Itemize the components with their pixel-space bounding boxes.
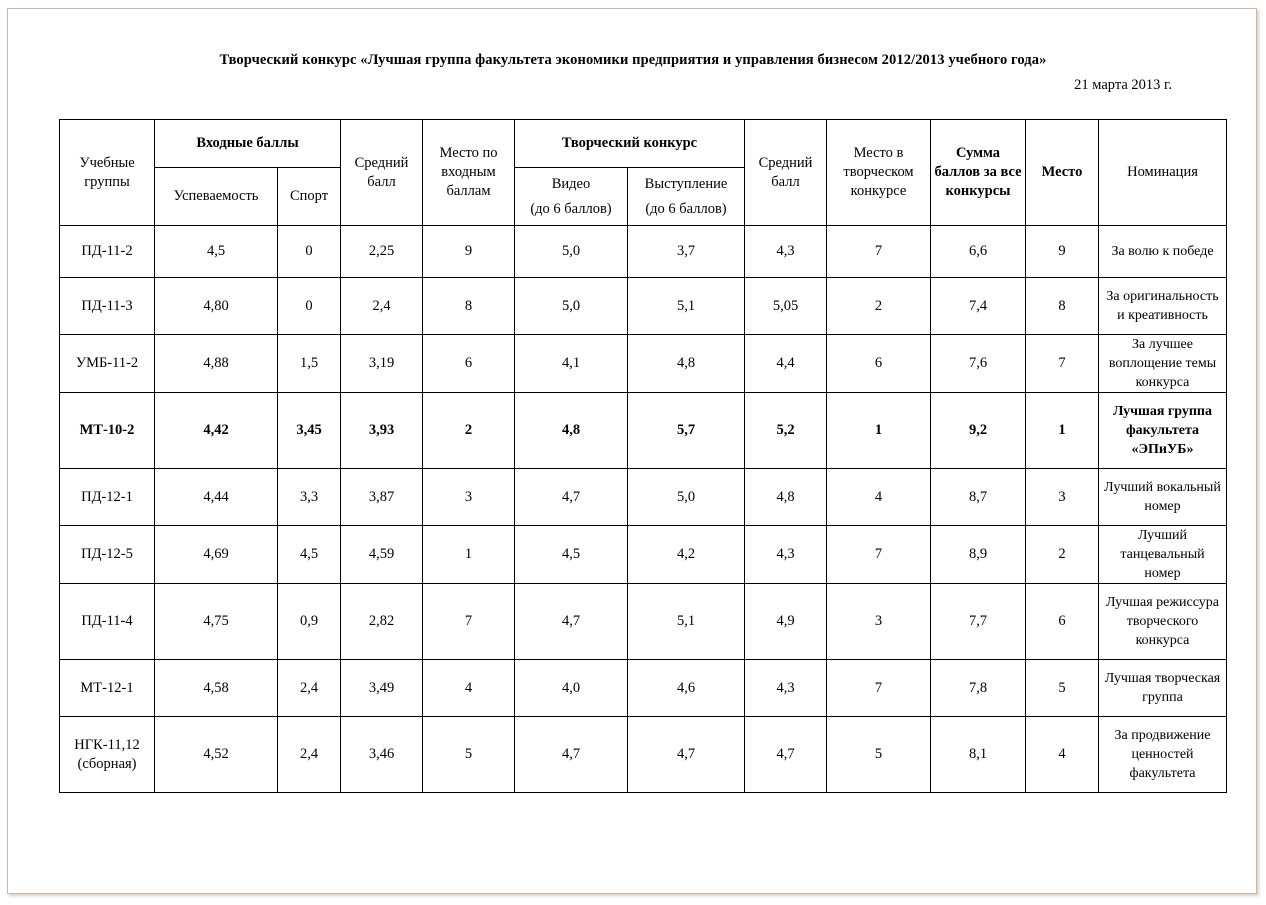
- cell-nomination: Лучший танцевальный номер: [1099, 526, 1227, 584]
- cell-sum: 8,9: [931, 526, 1026, 584]
- cell-average-1: 3,46: [341, 717, 423, 793]
- header-average-2: Средний балл: [745, 120, 827, 226]
- cell-place: 2: [1026, 526, 1099, 584]
- cell-place-input: 3: [423, 469, 515, 526]
- table-row: [60, 526, 1227, 584]
- cell-sport: 2,4: [278, 660, 341, 717]
- cell-place-input: 5: [423, 717, 515, 793]
- cell-show: 4,6: [628, 660, 745, 717]
- cell-average-2: 4,8: [745, 469, 827, 526]
- header-input-scores: Входные баллы: [155, 120, 341, 168]
- cell-average-2: 4,9: [745, 584, 827, 660]
- header-place-creative: Место в творческом конкурсе: [827, 120, 931, 226]
- cell-performance: 4,75: [155, 584, 278, 660]
- cell-performance: 4,52: [155, 717, 278, 793]
- header-sport: Спорт: [278, 168, 341, 226]
- table-row: [60, 226, 1227, 278]
- cell-video: 4,5: [515, 526, 628, 584]
- cell-show: 5,1: [628, 584, 745, 660]
- document-title: Творческий конкурс «Лучшая группа факультета экономики предприятия и управления бизнесом 2012/2013 учебного года»: [219, 52, 1047, 68]
- cell-place-creative: 5: [827, 717, 931, 793]
- cell-place-input: 2: [423, 393, 515, 469]
- header-show-label: Выступление: [644, 175, 728, 192]
- cell-place-input: 9: [423, 226, 515, 278]
- header-video-label: Видео: [551, 175, 591, 192]
- cell-performance: 4,80: [155, 278, 278, 335]
- cell-average-2: 4,3: [745, 526, 827, 584]
- cell-performance: 4,5: [155, 226, 278, 278]
- cell-sport: 0: [278, 278, 341, 335]
- cell-show: 4,8: [628, 335, 745, 393]
- cell-average-1: 4,59: [341, 526, 423, 584]
- header-video-note: (до 6 баллов): [530, 200, 612, 217]
- table-row: [60, 469, 1227, 526]
- cell-average-2: 5,2: [745, 393, 827, 469]
- table-row-winner: [60, 393, 1227, 469]
- cell-average-2: 4,3: [745, 226, 827, 278]
- cell-group: ПД-12-1: [60, 469, 155, 526]
- table-row: [60, 584, 1227, 660]
- cell-average-2: 5,05: [745, 278, 827, 335]
- cell-place-input: 4: [423, 660, 515, 717]
- cell-nomination: За лучшее воплощение темы конкурса: [1099, 335, 1227, 393]
- cell-average-2: 4,7: [745, 717, 827, 793]
- cell-video: 4,7: [515, 584, 628, 660]
- cell-performance: 4,69: [155, 526, 278, 584]
- cell-nomination: Лучшая режиссура творческого конкурса: [1099, 584, 1227, 660]
- cell-video: 5,0: [515, 226, 628, 278]
- table-row: [60, 660, 1227, 717]
- cell-place-creative: 6: [827, 335, 931, 393]
- cell-average-1: 3,87: [341, 469, 423, 526]
- cell-place: 5: [1026, 660, 1099, 717]
- cell-video: 4,7: [515, 717, 628, 793]
- cell-performance: 4,88: [155, 335, 278, 393]
- table-row: [60, 717, 1227, 793]
- cell-sum: 9,2: [931, 393, 1026, 469]
- cell-average-1: 3,19: [341, 335, 423, 393]
- cell-average-1: 2,82: [341, 584, 423, 660]
- cell-performance: 4,44: [155, 469, 278, 526]
- cell-place: 9: [1026, 226, 1099, 278]
- cell-nomination: Лучший вокальный номер: [1099, 469, 1227, 526]
- cell-nomination: Лучшая группа факультета «ЭПиУБ»: [1099, 393, 1227, 469]
- cell-sport: 0,9: [278, 584, 341, 660]
- table-row: [60, 335, 1227, 393]
- cell-group: МТ-12-1: [60, 660, 155, 717]
- cell-video: 4,1: [515, 335, 628, 393]
- header-show-note: (до 6 баллов): [645, 200, 727, 217]
- cell-sum: 8,7: [931, 469, 1026, 526]
- header-place-input: Место по входным баллам: [423, 120, 515, 226]
- cell-show: 4,2: [628, 526, 745, 584]
- cell-sum: 8,1: [931, 717, 1026, 793]
- header-groups: Учебные группы: [60, 120, 155, 226]
- header-show: [628, 168, 745, 226]
- cell-place-input: 1: [423, 526, 515, 584]
- cell-sum: 7,6: [931, 335, 1026, 393]
- cell-average-1: 2,4: [341, 278, 423, 335]
- cell-nomination: За продвижение ценностей факультета: [1099, 717, 1227, 793]
- cell-show: 5,7: [628, 393, 745, 469]
- cell-place: 4: [1026, 717, 1099, 793]
- cell-sum: 6,6: [931, 226, 1026, 278]
- document-page: [7, 8, 1257, 894]
- cell-nomination: За волю к победе: [1099, 226, 1227, 278]
- cell-place-creative: 7: [827, 226, 931, 278]
- header-creative-contest: Творческий конкурс: [515, 120, 745, 168]
- results-table: [59, 119, 1227, 793]
- cell-group: ПД-11-4: [60, 584, 155, 660]
- header-sum: Сумма баллов за все конкурсы: [931, 120, 1026, 226]
- cell-sport: 0: [278, 226, 341, 278]
- cell-show: 4,7: [628, 717, 745, 793]
- cell-place-creative: 2: [827, 278, 931, 335]
- cell-place: 6: [1026, 584, 1099, 660]
- cell-sum: 7,4: [931, 278, 1026, 335]
- cell-average-2: 4,4: [745, 335, 827, 393]
- cell-performance: 4,42: [155, 393, 278, 469]
- cell-place-input: 6: [423, 335, 515, 393]
- cell-sport: 3,45: [278, 393, 341, 469]
- cell-sport: 4,5: [278, 526, 341, 584]
- cell-place: 8: [1026, 278, 1099, 335]
- header-nomination: Номинация: [1099, 120, 1227, 226]
- cell-group: НГК-11,12 (сборная): [60, 717, 155, 793]
- cell-sum: 7,7: [931, 584, 1026, 660]
- cell-show: 5,1: [628, 278, 745, 335]
- cell-place-input: 7: [423, 584, 515, 660]
- cell-sport: 3,3: [278, 469, 341, 526]
- cell-nomination: Лучшая творческая группа: [1099, 660, 1227, 717]
- cell-show: 3,7: [628, 226, 745, 278]
- cell-average-1: 3,93: [341, 393, 423, 469]
- cell-sum: 7,8: [931, 660, 1026, 717]
- cell-group: ПД-11-3: [60, 278, 155, 335]
- table-row: [60, 278, 1227, 335]
- cell-group: ПД-11-2: [60, 226, 155, 278]
- cell-place: 1: [1026, 393, 1099, 469]
- cell-average-2: 4,3: [745, 660, 827, 717]
- header-average-1: Средний балл: [341, 120, 423, 226]
- cell-sport: 1,5: [278, 335, 341, 393]
- cell-video: 4,8: [515, 393, 628, 469]
- cell-average-1: 2,25: [341, 226, 423, 278]
- cell-show: 5,0: [628, 469, 745, 526]
- cell-average-1: 3,49: [341, 660, 423, 717]
- cell-video: 4,7: [515, 469, 628, 526]
- header-place: Место: [1026, 120, 1099, 226]
- cell-place-creative: 3: [827, 584, 931, 660]
- cell-place-creative: 1: [827, 393, 931, 469]
- cell-nomination: За оригинальность и креативность: [1099, 278, 1227, 335]
- cell-sport: 2,4: [278, 717, 341, 793]
- cell-group: УМБ-11-2: [60, 335, 155, 393]
- document-date: 21 марта 2013 г.: [1074, 77, 1172, 93]
- header-performance: Успеваемость: [155, 168, 278, 226]
- cell-place: 7: [1026, 335, 1099, 393]
- header-video: [515, 168, 628, 226]
- cell-place-creative: 7: [827, 526, 931, 584]
- cell-group: ПД-12-5: [60, 526, 155, 584]
- cell-place-input: 8: [423, 278, 515, 335]
- cell-video: 4,0: [515, 660, 628, 717]
- cell-performance: 4,58: [155, 660, 278, 717]
- cell-place-creative: 4: [827, 469, 931, 526]
- cell-place-creative: 7: [827, 660, 931, 717]
- cell-video: 5,0: [515, 278, 628, 335]
- cell-group: МТ-10-2: [60, 393, 155, 469]
- cell-place: 3: [1026, 469, 1099, 526]
